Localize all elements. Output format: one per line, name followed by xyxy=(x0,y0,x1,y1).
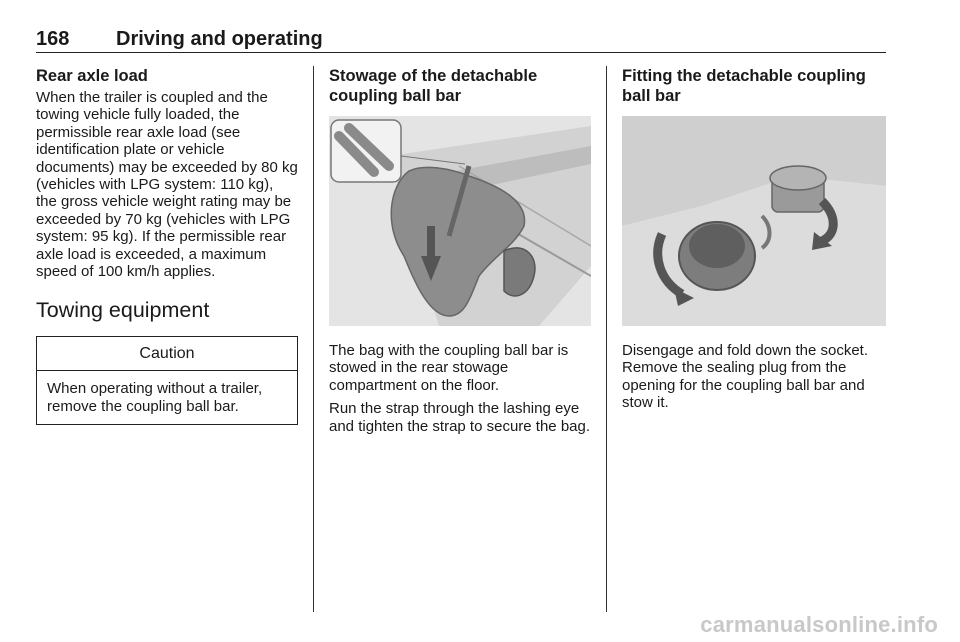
rear-axle-load-text: When the trailer is coupled and the towing vehicle fully loaded, the permissible rear axle load (see identification plate or vehicle documents) may be exceeded by 80 kg (vehicles with LPG system: 110 kg), the gross vehicle weight rating may be exceeded by 70 kg (vehicles with LPG system: 95 kg). If the permissible rear axle load is exceeded, a maximum speed of 100 km/h applies. xyxy=(36,89,298,281)
caution-text: When operating without a trailer, remove the coupling ball bar. xyxy=(47,380,263,415)
column-1 xyxy=(36,66,298,425)
rear-axle-load-heading: Rear axle load xyxy=(36,67,148,85)
stowage-heading: Stowage of the detachable coupling ball bar xyxy=(329,67,538,105)
caution-box xyxy=(36,336,298,425)
fitting-text-1: Disengage and fold down the socket. Remove the sealing plug from the opening for the coupling ball bar and stow it. xyxy=(622,342,868,412)
stowage-text-1: The bag with the coupling ball bar is stowed in the rear stowage compartment on the floor. xyxy=(329,342,569,394)
page-header xyxy=(36,26,886,53)
fitting-heading: Fitting the detachable coupling ball bar xyxy=(622,67,866,105)
section-title: Driving and operating xyxy=(116,28,323,50)
column-3 xyxy=(622,66,886,412)
column-divider-1 xyxy=(313,66,314,612)
column-2 xyxy=(329,66,591,435)
caution-title: Caution xyxy=(37,337,297,371)
fitting-illustration xyxy=(622,116,886,326)
watermark: carmanualsonline.info xyxy=(700,612,938,637)
page-number: 168 xyxy=(36,28,70,50)
stowage-illustration xyxy=(329,116,591,326)
towing-equipment-heading: Towing equipment xyxy=(36,298,210,323)
column-divider-2 xyxy=(606,66,607,612)
stowage-text-2: Run the strap through the lashing eye and tighten the strap to secure the bag. xyxy=(329,400,591,435)
